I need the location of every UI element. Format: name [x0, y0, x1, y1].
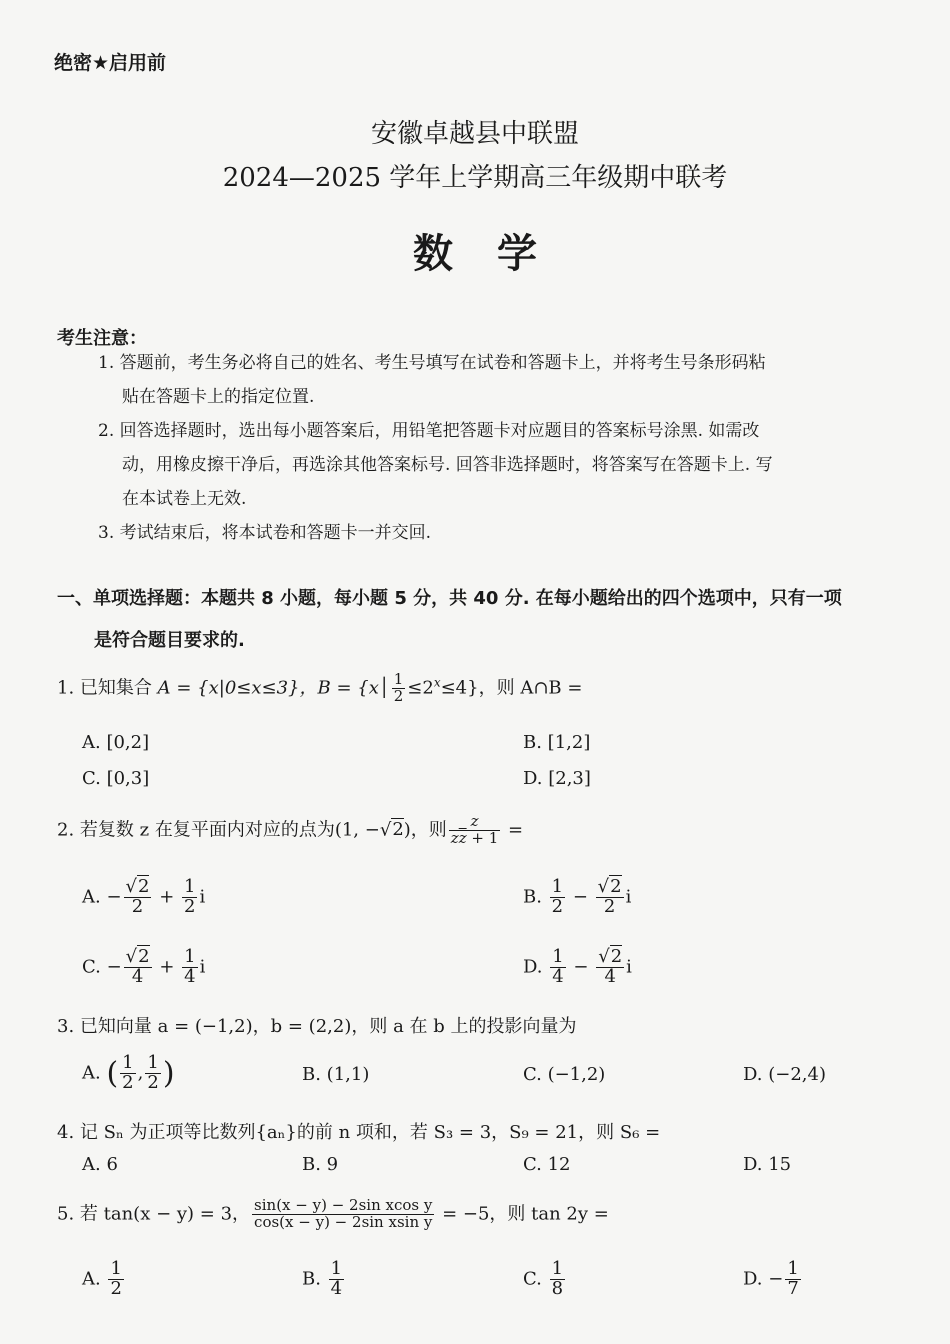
q3-option-c[interactable]: C. (−1,2)	[523, 1064, 606, 1085]
question-5: 5. 若 tan(x − y) = 3， $\frac{\text{sin(x − y) − 2sin xcos y}}{\text{cos(x − y) − 2sin xsin y}}$ = −5，则 tan 2y =	[57, 1196, 609, 1231]
q1-option-a[interactable]: A. [0,2]	[82, 732, 150, 753]
q5-option-a[interactable]: A. $\frac{1}{2}$	[82, 1258, 122, 1299]
fraction: $\frac{1}{2}$	[393, 670, 404, 705]
fraction: $\frac{1}{4}$	[184, 946, 196, 987]
fraction: $\frac{√2}{4}$	[598, 946, 623, 987]
question-4: 4. 记 Sₙ 为正项等比数列{aₙ}的前 n 项和，若 S₃ = 3，S₉ = 21，则 S₆ =	[57, 1122, 661, 1143]
fraction: $\frac{√2}{4}$	[125, 946, 150, 987]
question-1: 1. 已知集合 A = {x|0≤x≤3}，B = {x│ $\frac{1}{2}$ $\le 2^x\le 4$}，则 A∩B =	[57, 670, 583, 705]
q2-option-d[interactable]: D. $\frac{1}{4}$ − $\frac{√2}{4}$ i	[523, 946, 632, 987]
q4-option-d[interactable]: D. 15	[743, 1154, 792, 1175]
section-heading-cont: 是符合题目要求的.	[94, 630, 245, 651]
fraction: $\frac{1}{4}$	[330, 1258, 343, 1299]
fraction: $\frac{1}{4}$	[552, 946, 564, 987]
fraction: $\frac{1}{2}$	[110, 1258, 122, 1299]
notice-item-3: 3. 考试结束后，将本试卷和答题卡一并交回.	[98, 523, 432, 543]
fraction: $\frac{1}{2}$	[122, 1052, 134, 1093]
alliance-title: 安徽卓越县中联盟	[370, 119, 579, 149]
notice-title: 考生注意：	[57, 328, 147, 349]
q5-option-d[interactable]: D. − $\frac{1}{7}$	[743, 1258, 799, 1299]
q2-option-a[interactable]: A. − $\frac{√2}{2}$ + $\frac{1}{2}$ i	[82, 876, 206, 917]
q3-option-d[interactable]: D. (−2,4)	[743, 1064, 826, 1085]
q5-option-b[interactable]: B. $\frac{1}{4}$	[302, 1258, 343, 1299]
q2-option-c[interactable]: C. − $\frac{√2}{4}$ + $\frac{1}{4}$ i	[82, 946, 206, 987]
fraction: $\frac{√2}{2}$	[125, 876, 150, 917]
section-heading: 一、单项选择题：本题共 8 小题，每小题 5 分，共 40 分. 在每小题给出的四个选项中，只有一项	[57, 588, 842, 609]
notice-item-1: 1. 答题前，考生务必将自己的姓名、考生号填写在试卷和答题卡上，并将考生号条形码粘	[98, 353, 766, 373]
q4-option-b[interactable]: B. 9	[302, 1154, 339, 1175]
fraction: $\frac{1}{7}$	[787, 1258, 799, 1299]
q4-option-c[interactable]: C. 12	[523, 1154, 571, 1175]
q1-option-d[interactable]: D. [2,3]	[523, 768, 591, 789]
confidential-label: 绝密★启用前	[54, 52, 167, 74]
exam-title: 2024—2025 学年上学期高三年级期中联考	[222, 163, 728, 193]
q3-option-a[interactable]: A. ( $\frac{1}{2}$ , $\frac{1}{2}$ )	[82, 1052, 175, 1093]
fraction: $\frac{1}{2}$	[184, 876, 196, 917]
q2-option-b[interactable]: B. $\frac{1}{2}$ − $\frac{√2}{2}$ i	[523, 876, 632, 917]
subject-title: 数学	[413, 230, 581, 277]
q1-option-c[interactable]: C. [0,3]	[82, 768, 150, 789]
notice-item-2-cont2: 在本试卷上无效.	[122, 489, 247, 509]
notice-item-2-cont: 动，用橡皮擦干净后，再选涂其他答案标号. 回答非选择题时，将答案写在答题卡上. 写	[122, 455, 773, 475]
question-3: 3. 已知向量 a = (−1,2)，b = (2,2)，则 a 在 b 上的投影向量为	[57, 1016, 577, 1037]
fraction: $\frac{1}{2}$	[551, 876, 564, 917]
q5-option-c[interactable]: C. $\frac{1}{8}$	[523, 1258, 564, 1299]
question-2: 2. 若复数 z 在复平面内对应的点为(1, −√2)，则 $\frac{z}{z\overline{z} + 1}$ =	[57, 812, 524, 847]
notice-item-1-cont: 贴在答题卡上的指定位置.	[122, 387, 315, 407]
q4-option-a[interactable]: A. 6	[82, 1154, 118, 1175]
notice-item-2: 2. 回答选择题时，选出每小题答案后，用铅笔把答题卡对应题目的答案标号涂黑. 如需改	[98, 421, 760, 441]
fraction: $\frac{√2}{2}$	[597, 876, 622, 917]
q3-option-b[interactable]: B. (1,1)	[302, 1064, 370, 1085]
q1-option-b[interactable]: B. [1,2]	[523, 732, 591, 753]
fraction: $\frac{1}{2}$	[147, 1052, 159, 1093]
fraction: $\frac{\text{sin(x − y) − 2sin xcos y}}{\text{cos(x − y) − 2sin xsin y}}$	[254, 1196, 433, 1231]
fraction: $\frac{1}{8}$	[551, 1258, 564, 1299]
fraction: $\frac{z}{z\overline{z} + 1}$	[450, 812, 499, 847]
